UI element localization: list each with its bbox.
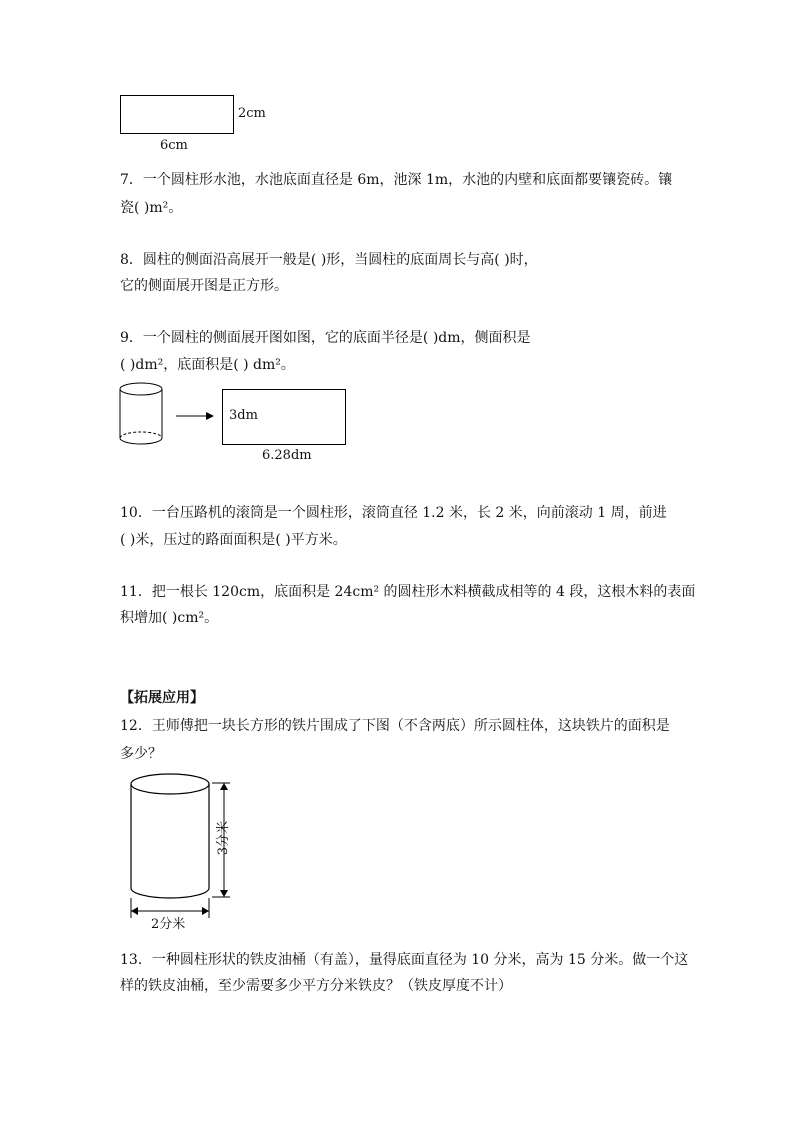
q6-rectangle (120, 95, 234, 134)
q12-height-label: 3分米 (216, 820, 232, 856)
q10-line2: ( )米，压过的路面面积是( )平方米。 (120, 532, 347, 548)
q9-line2: ( )dm²，底面积是( ) dm²。 (120, 357, 295, 373)
q9-cylinder-figure (118, 380, 178, 455)
q11-line1: 11．把一根长 120cm，底面积是 24cm² 的圆柱形木料横截成相等的 4 段，这根木料的表面 (120, 584, 696, 600)
q11-line2: 积增加( )cm²。 (120, 610, 219, 626)
q9-height-label: 3dm (229, 408, 258, 423)
q13-line1: 13．一种圆柱形状的铁皮油桶（有盖），量得底面直径为 10 分米，高为 15 分米。做一个这 (120, 952, 689, 968)
section-title: 【拓展应用】 (120, 690, 204, 706)
q7-line1: 7．一个圆柱形水池，水池底面直径是 6m，池深 1m，水池的内壁和底面都要镶瓷砖。镶 (120, 172, 673, 188)
q12-line2: 多少？ (120, 746, 162, 762)
q12-diameter-label: 2分米 (151, 917, 186, 932)
q6-width-label: 6cm (160, 138, 188, 153)
q12-line1: 12．王师傅把一块长方形的铁片围成了下图（不含两底）所示圆柱体，这块铁片的面积是 (120, 718, 670, 734)
q13-line2: 样的铁皮油桶，至少需要多少平方分米铁皮？（铁皮厚度不计） (120, 978, 512, 994)
q7-line2: 瓷( )m²。 (120, 200, 183, 216)
q10-line1: 10．一台压路机的滚筒是一个圆柱形，滚筒直径 1.2 米，长 2 米，向前滚动 1 周，前进 (120, 505, 667, 521)
q8-line2: 它的侧面展开图是正方形。 (120, 278, 288, 294)
q8-line1: 8．圆柱的侧面沿高展开一般是( )形，当圆柱的底面周长与高( )时， (120, 252, 538, 268)
q6-height-label: 2cm (238, 106, 266, 121)
q9-arrow-icon (176, 410, 216, 422)
q9-line1: 9．一个圆柱的侧面展开图如图，它的底面半径是( )dm，侧面积是 (120, 330, 531, 346)
q9-width-label: 6.28dm (262, 448, 312, 463)
